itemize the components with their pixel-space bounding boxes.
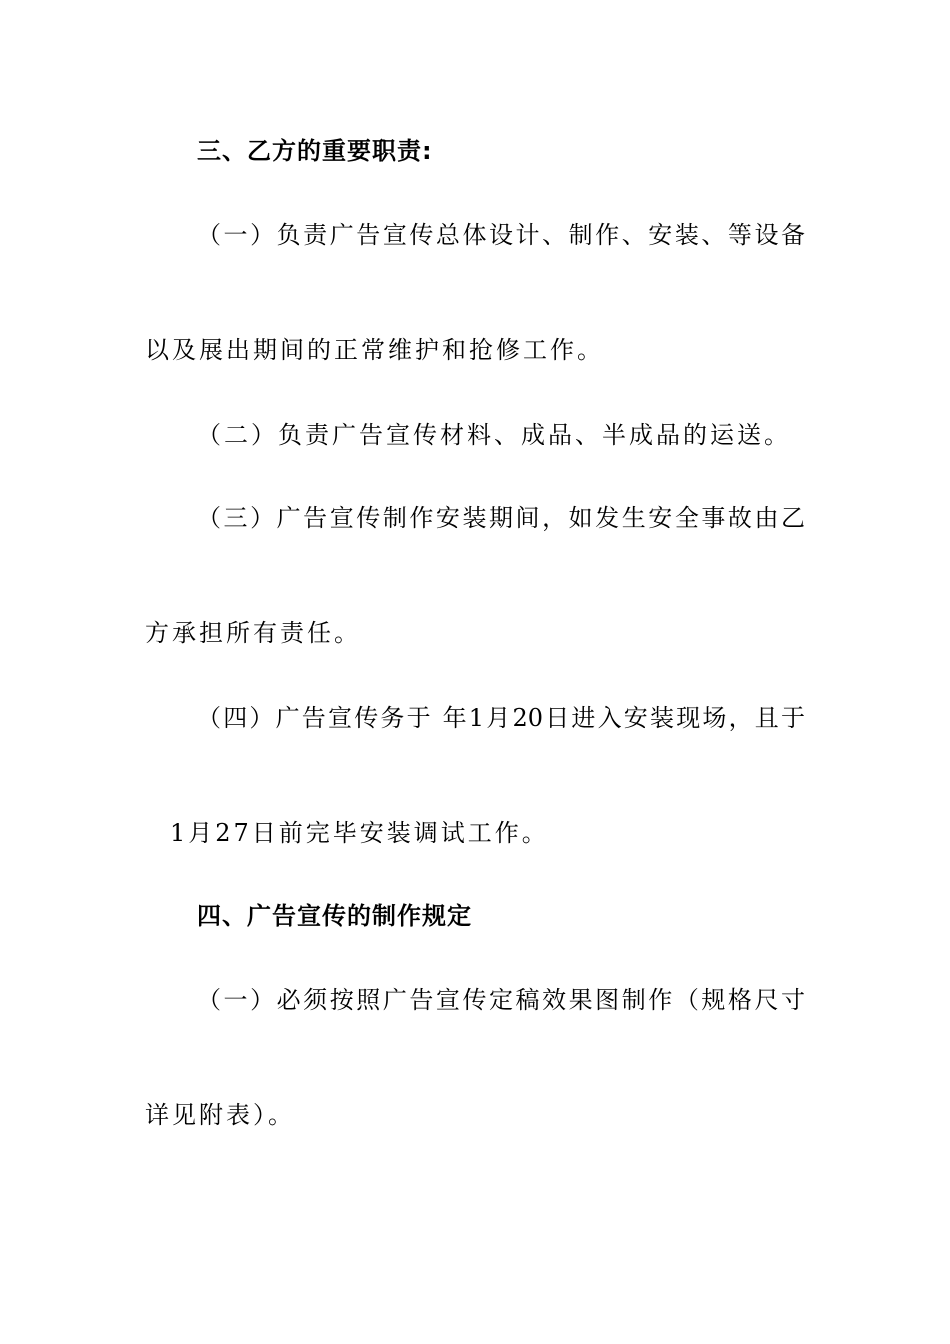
section-3-item-4-line-1: （四）广告宣传务于 年1月20日进入安装现场，且于 (197, 704, 805, 732)
section-3-item-4-line-2: 1月27日前完毕安装调试工作。 (170, 819, 549, 847)
section-3-item-1-line-1: （一）负责广告宣传总体设计、制作、安装、等设备 (197, 221, 805, 249)
section-3-item-3-line-2: 方承担所有责任。 (145, 619, 361, 647)
section-3-item-3-line-1: （三）广告宣传制作安装期间，如发生安全事故由乙 (197, 504, 805, 532)
section-3-item-1-line-2: 以及展出期间的正常维护和抢修工作。 (145, 336, 604, 364)
section-3-heading: 三、乙方的重要职责: (197, 137, 433, 165)
section-4-item-1-line-2: 详见附表）。 (145, 1101, 295, 1129)
section-4-heading: 四、广告宣传的制作规定 (197, 902, 472, 930)
section-4-item-1-line-1: （一）必须按照广告宣传定稿效果图制作（规格尺寸 (197, 986, 805, 1014)
section-3-item-2: （二）负责广告宣传材料、成品、半成品的运送。 (197, 421, 791, 449)
